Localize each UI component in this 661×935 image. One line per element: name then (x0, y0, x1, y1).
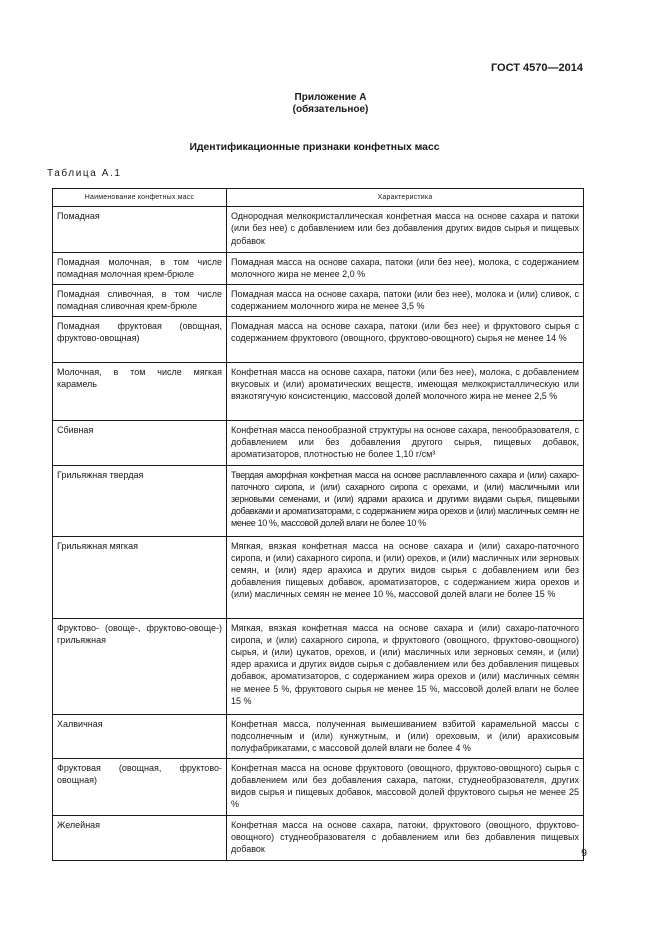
row-description: Помадная масса на основе сахара, патоки (или без нее), молока, с содержанием молочного жира не менее 2,0 % (227, 253, 584, 285)
row-description: Помадная масса на основе сахара, патоки (или без нее) и фруктового сырья с содержанием фруктового (овощного, фруктово-овощного) сырья не менее 14 % (227, 316, 584, 362)
row-name: Фруктовая (овощная, фруктово-овощная) (53, 758, 227, 815)
table-row (53, 536, 584, 618)
row-name: Грильяжная твердая (53, 465, 227, 536)
table-row (53, 362, 584, 420)
table-row (53, 618, 584, 714)
row-name: Фруктово- (овоще-, фруктово-овоще-) грильяжная (53, 618, 227, 714)
row-name: Грильяжная мягкая (53, 536, 227, 618)
row-description: Конфетная масса на основе сахара, патоки, фруктового (овощного, фруктово-овощного) студнеобразователя с добавлением или без добавления пищевых добавок (227, 815, 584, 860)
row-name: Сбивная (53, 420, 227, 465)
row-name: Помадная фруктовая (овощная, фруктово-овощная) (53, 316, 227, 362)
table-row (53, 207, 584, 253)
row-name: Помадная сливочная, в том числе помадная сливочная крем-брюле (53, 285, 227, 316)
appendix-title: Приложение А (294, 92, 367, 103)
row-description: Конфетная масса, полученная вымешиванием взбитой карамельной массы с подсолнечным и (или) кунжутным, и (или) ореховым, и (или) арахисовым полуфабрикатами, с массовой долей влаги не более 4 % (227, 714, 584, 758)
row-name: Помадная молочная, в том числе помадная молочная крем-брюле (53, 253, 227, 285)
row-description: Конфетная масса на основе сахара, патоки (или без нее), молока, с добавлением вкусовых и (или) ароматических веществ, имеющая мелкокристаллическую или вязкотягучую консистенцию, массовой долей молочного жира не менее 2,5 % (227, 362, 584, 420)
row-description: Помадная масса на основе сахара, патоки (или без нее), молока и (или) сливок, с содержанием молочного жира не менее 3,5 % (227, 285, 584, 316)
table-row (53, 253, 584, 285)
standard-number: ГОСТ 4570—2014 (490, 62, 583, 74)
table-row (53, 465, 584, 536)
appendix-heading (0, 92, 661, 116)
row-description: Конфетная масса на основе фруктового (овощного, фруктово-овощного) сырья с добавлением или без добавления сахара, патоки, студнеобразователя, других видов сырья и пищевых добавок, массовой долей фруктового сырья не менее 25 % (227, 758, 584, 815)
table-header-row (53, 189, 584, 207)
table-row (53, 714, 584, 758)
document-title: Идентификационные признаки конфетных масс (189, 142, 440, 153)
table-row (53, 758, 584, 815)
page-number: 9 (581, 847, 587, 859)
table-row (53, 316, 584, 362)
table-row (53, 815, 584, 860)
table-row (53, 420, 584, 465)
characteristics-table (52, 188, 584, 861)
row-description: Конфетная масса пенообразной структуры на основе сахара, пенообразователя, с добавлением или без добавления другого сырья, пищевых добавок, ароматизаторов, плотностью не более 1,10 г/см³ (227, 420, 584, 465)
table-label: Таблица А.1 (47, 168, 122, 179)
row-description: Мягкая, вязкая конфетная масса на основе сахара и (или) сахаро-паточного сиропа, и (или) сахарного сиропа, и (или) орехов, и (или) масличных или зерновых семян, и (или) ядер арахиса и других видов сырья с добавлением или без добавления пищевых добавок, ароматизаторов, с содержанием жира орехов и (или) масличных семян не менее 10 %, массовой долей влаги не более 15 % (227, 536, 584, 618)
row-name: Желейная (53, 815, 227, 860)
row-name: Молочная, в том числе мягкая карамель (53, 362, 227, 420)
row-description: Однородная мелкокристаллическая конфетная масса на основе сахара и патоки (или без нее) с добавлением или без добавления других видов сырья и пищевых добавок (227, 207, 584, 253)
row-description: Мягкая, вязкая конфетная масса на основе сахара и (или) сахаро-паточного сиропа, и (или) сахарного сиропа, и фруктового (овощного, фруктово-овощного) сырья, и (или) цукатов, орехов, и (или) масличных или зерновых семян, и (или) ядер арахиса и других видов сырья с добавлением или без добавления пищевых добавок, ароматизаторов, с содержанием жира орехов и (или) масличных семян не менее 5 %, фруктового сырья не менее 15 %, массовой долей влаги не более 15 % (227, 618, 584, 714)
row-description: Твердая аморфная конфетная масса на основе расплавленного сахара и (или) сахаро-паточного сиропа, и (или) сахарного сиропа с орехами, и (или) масличными или зерновыми семенами, и (или) ядрами арахиса и другими видами сырья, пищевыми добавками и ароматизаторами, с содержанием жира орехов и (или) масличных семян не менее 10 %, массовой долей влаги не более 10 % (227, 465, 584, 536)
table-row (53, 285, 584, 316)
appendix-subtitle: (обязательное) (292, 104, 369, 115)
row-name: Халвичная (53, 714, 227, 758)
column-header-description: Характеристика (227, 189, 584, 207)
row-name: Помадная (53, 207, 227, 253)
column-header-name: Наименование конфетных масс (53, 189, 227, 207)
